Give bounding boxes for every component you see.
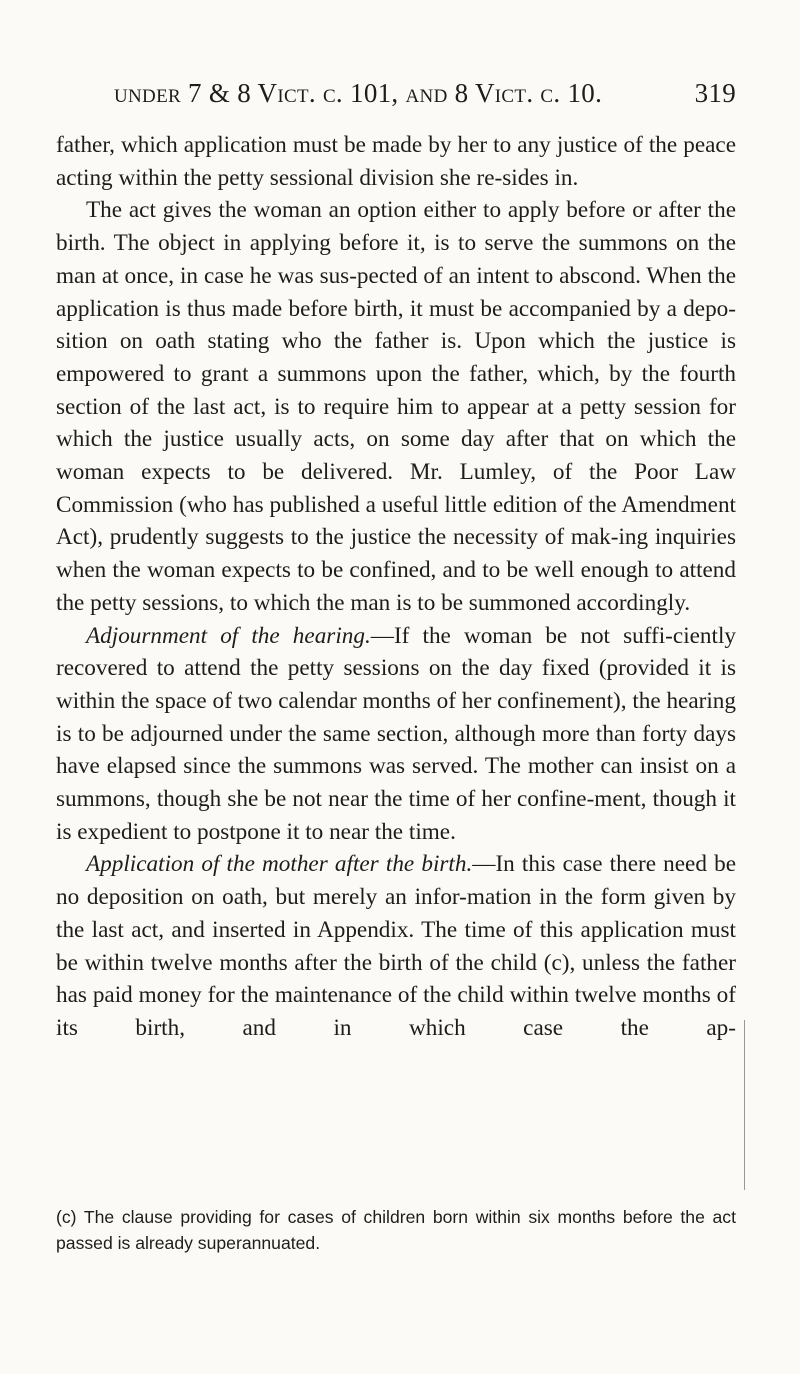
page-number: 319 — [694, 78, 736, 108]
header-title: under 7 & 8 Vict. c. 101, and 8 Vict. c. 10. — [114, 78, 603, 108]
paragraph-3-heading: Adjournment of the hearing. — [86, 622, 371, 649]
paragraph-3 — [56, 620, 736, 849]
paragraph-4-text: —In this case there need be no deposition on oath, but merely an infor-mation in the form given by the last act, and inserted in Appendix. The time of this application must be within twelve months after the birth of the child (c), unless the father has paid money for the maintenance of the child within twelve months of its birth, and in which case the ap- — [56, 851, 736, 1041]
margin-bracket — [734, 1020, 745, 1190]
paragraph-4 — [56, 848, 736, 1044]
footnote-text: The clause providing for cases of children born within six months before the act passed is already superannuated. — [56, 1207, 736, 1253]
paragraph-1: father, which application must be made by her to any justice of the peace acting within the petty sessional division she re-sides in. — [56, 132, 736, 191]
page — [56, 78, 736, 1045]
running-header — [56, 78, 736, 109]
paragraph-2: The act gives the woman an option either to apply before or after the birth. The object in applying before it, is to serve the summons on the man at once, in case he was sus-pected of an intent to abscond. When the application is thus made before birth, it must be accompanied by a depo-sition on oath stating who the father is. Upon which the justice is empowered to grant a summons upon the father, which, by the fourth section of the last act, is to require him to appear at a petty session for which the justice usually acts, on some day after that on which the woman expects to be delivered. Mr. Lumley, of the Poor Law Commission (who has published a useful little edition of the Amendment Act), prudently suggests to the justice the necessity of mak-ing inquiries when the woman expects to be confined, and to be well enough to attend the petty sessions, to which the man is to be summoned accordingly. — [56, 197, 736, 616]
body-text — [56, 129, 736, 1045]
footnote — [56, 1204, 736, 1256]
paragraph-3-text: —If the woman be not suffi-ciently recovered to attend the petty sessions on the day fixed (provided it is within the space of two calendar months of her confinement), the hearing is to be adjourned under the same section, although more than forty days have elapsed since the summons was served. The mother can insist on a summons, though she be not near the time of her confine-ment, though it is expedient to postpone it to near the time. — [56, 622, 737, 845]
footnote-marker: (c) — [56, 1207, 77, 1227]
paragraph-4-heading: Application of the mother after the birth. — [86, 851, 473, 878]
